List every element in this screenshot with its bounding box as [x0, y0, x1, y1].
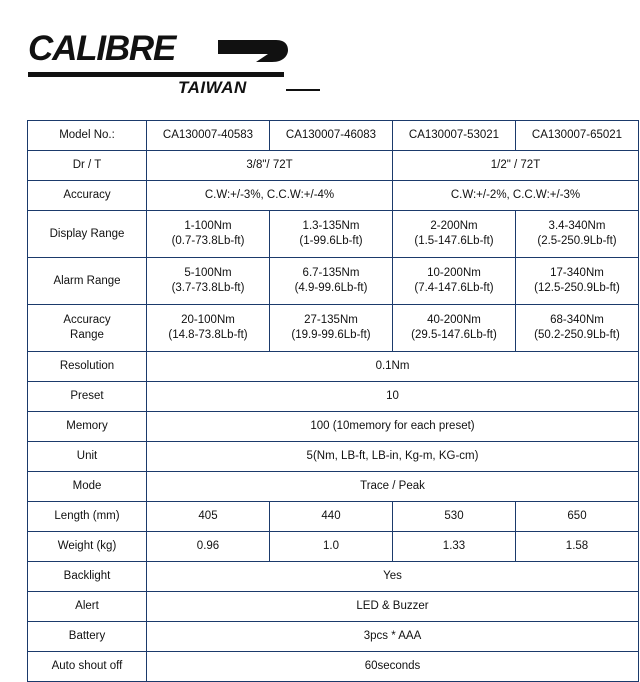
table-cell-line: 27-135Nm — [304, 314, 358, 326]
table-cell-line: 650 — [567, 510, 587, 522]
row-label-line: Model No.: — [59, 129, 115, 141]
table-cell-line: 2-200Nm — [430, 220, 478, 232]
table-row — [28, 121, 639, 151]
row-label — [28, 352, 147, 382]
row-label — [28, 472, 147, 502]
table-row — [28, 442, 639, 472]
table-row — [28, 622, 639, 652]
table-cell — [393, 151, 639, 181]
table-cell — [147, 622, 639, 652]
table-cell-line: CA130007-53021 — [408, 129, 500, 141]
table-cell-line: 60seconds — [364, 660, 421, 672]
table-cell-line: 3pcs * AAA — [363, 630, 422, 642]
table-cell-line: (0.7-73.8Lb-ft) — [171, 235, 245, 247]
row-label — [28, 151, 147, 181]
table-cell — [270, 305, 393, 352]
table-cell-line: 20-100Nm — [181, 314, 235, 326]
table-cell — [147, 181, 393, 211]
row-label-line: Accuracy — [63, 314, 111, 326]
table-cell-line: (1.5-147.6Lb-ft) — [414, 235, 494, 247]
table-cell-line: 17-340Nm — [550, 267, 604, 279]
table-cell — [147, 652, 639, 682]
table-cell-line: 1.58 — [565, 540, 589, 552]
table-row — [28, 382, 639, 412]
table-cell — [147, 305, 270, 352]
table-cell — [147, 412, 639, 442]
table-cell-line: (3.7-73.8Lb-ft) — [171, 282, 245, 294]
table-cell-line: 1.3-135Nm — [302, 220, 360, 232]
table-cell-line: (19.9-99.6Lb-ft) — [291, 329, 371, 341]
row-label-line: Accuracy — [63, 189, 111, 201]
row-label — [28, 562, 147, 592]
row-label-line: Auto shout off — [51, 660, 123, 672]
table-cell-line: 1.33 — [442, 540, 466, 552]
table-row — [28, 211, 639, 258]
row-label-line: Alarm Range — [53, 274, 121, 287]
row-label-line: Alert — [75, 600, 99, 612]
swoosh-icon — [216, 36, 290, 66]
table-cell-line: 6.7-135Nm — [302, 267, 360, 279]
row-label-line: Memory — [66, 420, 108, 432]
row-label-line: Range — [70, 329, 104, 341]
table-cell — [393, 211, 516, 258]
row-label-line: Preset — [70, 390, 104, 402]
logo-underline — [286, 89, 320, 91]
table-row — [28, 532, 639, 562]
table-cell — [270, 211, 393, 258]
table-cell-line: (2.5-250.9Lb-ft) — [537, 235, 617, 247]
table-row — [28, 181, 639, 211]
table-cell — [270, 502, 393, 532]
table-cell — [147, 258, 270, 305]
table-row — [28, 472, 639, 502]
table-cell-line: (1-99.6Lb-ft) — [299, 235, 363, 247]
table-cell-line: (14.8-73.8Lb-ft) — [168, 329, 248, 341]
table-cell-line: 1-100Nm — [184, 220, 232, 232]
table-cell — [516, 532, 639, 562]
table-row — [28, 502, 639, 532]
table-cell-line: 40-200Nm — [427, 314, 481, 326]
table-cell-line: (7.4-147.6Lb-ft) — [414, 282, 494, 294]
row-label-line: Resolution — [59, 360, 115, 372]
table-cell — [516, 502, 639, 532]
row-label-line: Mode — [72, 480, 102, 492]
table-row — [28, 352, 639, 382]
table-cell — [516, 121, 639, 151]
row-label-line: Display Range — [49, 227, 125, 240]
table-cell-line: 100 (10memory for each preset) — [310, 420, 475, 432]
table-cell-line: 1.0 — [323, 540, 339, 552]
table-cell — [147, 592, 639, 622]
table-cell — [147, 352, 639, 382]
table-cell — [270, 258, 393, 305]
row-label — [28, 412, 147, 442]
table-cell — [147, 121, 270, 151]
table-cell-line: (29.5-147.6Lb-ft) — [411, 329, 497, 341]
table-cell — [270, 121, 393, 151]
row-label — [28, 652, 147, 682]
table-cell — [516, 305, 639, 352]
specification-table-body — [28, 121, 639, 682]
row-label-line: Length (mm) — [54, 510, 120, 522]
table-cell — [393, 121, 516, 151]
table-cell-line: 0.1Nm — [375, 360, 410, 372]
row-label — [28, 211, 147, 258]
table-row — [28, 151, 639, 181]
row-label — [28, 181, 147, 211]
table-cell-line: CA130007-40583 — [162, 129, 254, 141]
row-label-line: Battery — [68, 630, 106, 642]
row-label — [28, 382, 147, 412]
table-cell-line: 68-340Nm — [550, 314, 604, 326]
table-cell — [393, 181, 639, 211]
table-cell-line: CA130007-65021 — [531, 129, 623, 141]
table-cell-line: C.W:+/-3%, C.C.W:+/-4% — [204, 189, 335, 201]
specification-table-wrapper — [27, 120, 623, 682]
table-row — [28, 258, 639, 305]
table-cell-line: (12.5-250.9Lb-ft) — [534, 282, 620, 294]
row-label-line: Backlight — [63, 570, 111, 582]
table-row — [28, 305, 639, 352]
table-cell-line: 440 — [321, 510, 341, 522]
table-cell-line: 5(Nm, LB-ft, LB-in, Kg-m, KG-cm) — [306, 450, 479, 462]
specification-table — [27, 120, 639, 682]
table-cell-line: Trace / Peak — [360, 480, 425, 492]
row-label — [28, 622, 147, 652]
table-cell-line: C.W:+/-2%, C.C.W:+/-3% — [450, 189, 581, 201]
table-cell — [393, 258, 516, 305]
table-cell — [516, 211, 639, 258]
table-cell-line: 10 — [386, 390, 399, 402]
table-row — [28, 412, 639, 442]
table-cell-line: 530 — [444, 510, 464, 522]
table-cell-line: 405 — [198, 510, 218, 522]
table-cell — [147, 442, 639, 472]
row-label — [28, 502, 147, 532]
brand-region: TAIWAN — [174, 78, 251, 98]
table-cell — [147, 382, 639, 412]
table-cell — [516, 258, 639, 305]
row-label — [28, 592, 147, 622]
table-cell — [393, 532, 516, 562]
row-label — [28, 532, 147, 562]
row-label-line: Unit — [76, 450, 98, 462]
table-cell — [393, 305, 516, 352]
table-row — [28, 592, 639, 622]
table-cell — [147, 472, 639, 502]
brand-name: CALIBRE — [28, 29, 176, 68]
table-cell — [147, 151, 393, 181]
table-cell-line: (4.9-99.6Lb-ft) — [294, 282, 368, 294]
table-cell-line: 0.96 — [196, 540, 220, 552]
row-label-line: Dr / T — [72, 159, 102, 171]
row-label — [28, 442, 147, 472]
table-cell-line: 3.4-340Nm — [548, 220, 606, 232]
row-label — [28, 305, 147, 352]
brand-logo — [28, 30, 328, 100]
table-cell-line: Yes — [383, 570, 402, 582]
table-cell-line: 3/8"/ 72T — [246, 159, 293, 171]
table-cell-line: 10-200Nm — [427, 267, 481, 279]
table-cell — [147, 211, 270, 258]
table-cell — [147, 532, 270, 562]
table-cell — [393, 502, 516, 532]
table-row — [28, 562, 639, 592]
table-cell-line: (50.2-250.9Lb-ft) — [534, 329, 620, 341]
row-label-line: Weight (kg) — [57, 540, 117, 552]
table-cell — [270, 532, 393, 562]
table-cell — [147, 562, 639, 592]
table-cell-line: 5-100Nm — [184, 267, 232, 279]
table-row — [28, 652, 639, 682]
table-cell-line: LED & Buzzer — [356, 600, 429, 612]
table-cell — [147, 502, 270, 532]
logo-divider-bar — [28, 72, 284, 77]
table-cell-line: 1/2" / 72T — [490, 159, 541, 171]
row-label — [28, 121, 147, 151]
table-cell-line: CA130007-46083 — [285, 129, 377, 141]
row-label — [28, 258, 147, 305]
